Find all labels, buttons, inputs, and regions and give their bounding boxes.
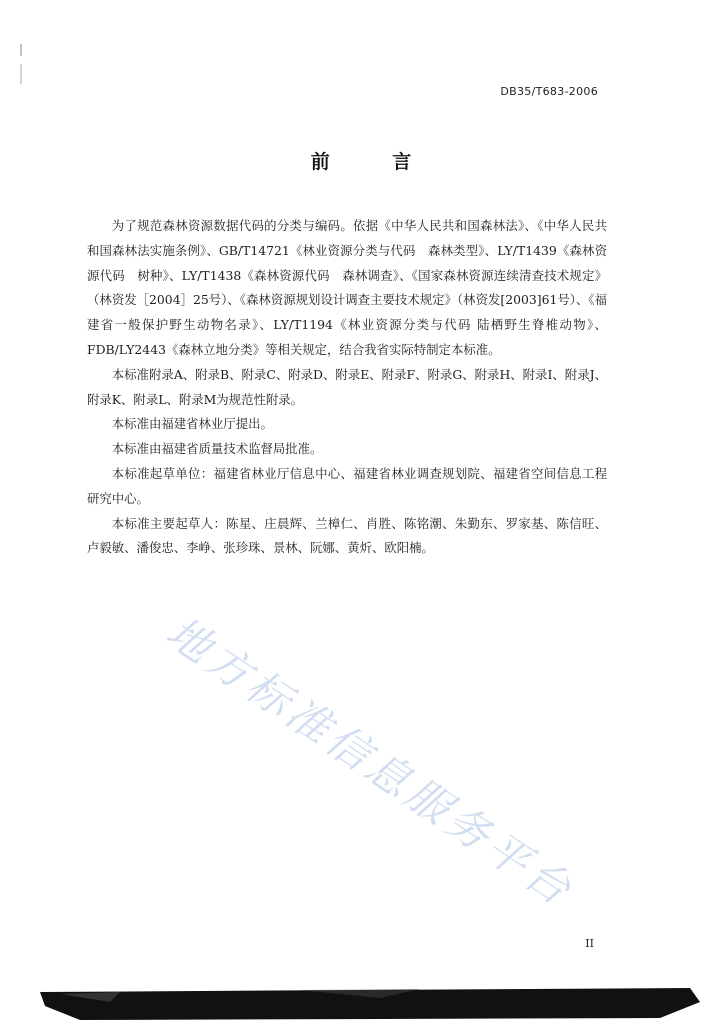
paragraph-proposer: 本标准由福建省林业厅提出。: [111, 416, 273, 432]
watermark-text: 地方标准信息服务平台: [157, 607, 583, 918]
paragraph-drafters: 本标准主要起草人：陈星、庄晨辉、兰樟仁、肖胜、陈铭潮、朱勤东、罗家基、陈信旺、卢毅敏、潘俊忠、李峥、张珍珠、景林、阮娜、黄炘、欧阳楠。: [87, 515, 607, 556]
page-title: 前 言: [310, 151, 440, 173]
scan-bottom-edge: [0, 980, 722, 1024]
scan-margin-mark: [20, 44, 22, 84]
paragraph-drafting-units: 本标准起草单位：福建省林业厅信息中心、福建省林业调查规划院、福建省空间信息工程研究中心。: [87, 465, 607, 506]
paragraph-appendices: 本标准附录A、附录B、附录C、附录D、附录E、附录F、附录G、附录H、附录I、附录J、附录K、附录L、附录M为规范性附录。: [87, 366, 607, 407]
foreword-body: [87, 214, 607, 561]
paragraph-basis: 为了规范森林资源数据代码的分类与编码。依据《中华人民共和国森林法》、《中华人民共和国森林法实施条例》、GB/T14721《林业资源分类与代码 森林类型》、LY/T1439《森林资源代码 树种》、LY/T1438《森林资源代码 森林调查》、《国家森林资源连续清查技术规定》（林资发［2004］25号）、《森林资源规划设计调查主要技术规定》（林资发[2003]61号）、《福建省一般保护野生动物名录》、LY/T1194《林业资源分类与代码 陆栖野生脊椎动物》、FDB/LY2443《森林立地分类》等相关规定，结合我省实际特制定本标准。: [87, 218, 607, 357]
paragraph-approver: 本标准由福建省质量技术监督局批准。: [111, 441, 323, 457]
page-number: II: [585, 937, 594, 950]
standard-code: DB35/T683-2006: [500, 85, 598, 98]
